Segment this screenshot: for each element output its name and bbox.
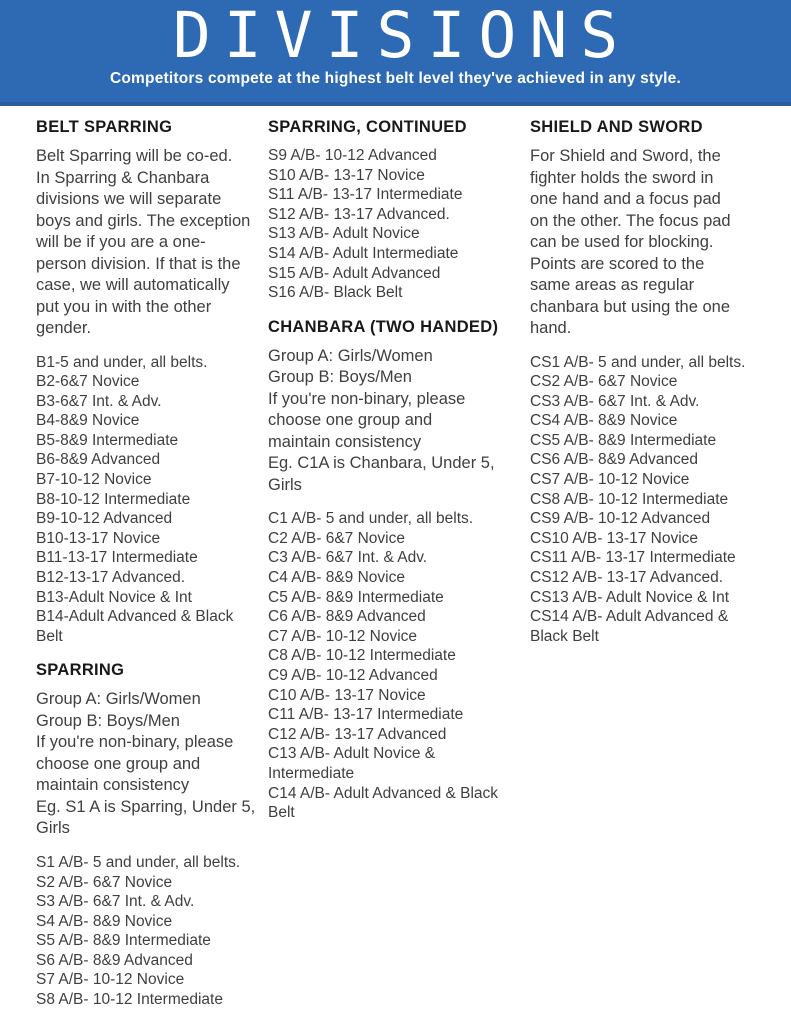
division-item: S4 A/B- 8&9 Novice	[36, 912, 173, 930]
section-heading: BELT SPARRING	[36, 118, 173, 136]
division-item: S15 A/B- Adult Advanced	[268, 264, 441, 282]
division-item: S7 A/B- 10-12 Novice	[36, 971, 185, 989]
division-item: CS10 A/B- 13-17 Novice	[530, 529, 699, 547]
section-heading: SPARRING	[36, 661, 125, 680]
text-line: fighter holds the sword in	[530, 168, 714, 187]
section	[268, 118, 519, 303]
division-list	[36, 353, 257, 647]
division-item: C14 A/B- Adult Advanced & Black Belt	[268, 784, 499, 822]
division-list	[268, 509, 519, 823]
text-line: one hand and a focus pad	[530, 190, 721, 208]
text-line: gender.	[36, 319, 92, 337]
division-item: CS5 A/B- 8&9 Intermediate	[530, 431, 717, 449]
division-list	[268, 146, 519, 303]
division-item: S3 A/B- 6&7 Int. & Adv.	[36, 893, 195, 911]
division-item: B4-8&9 Novice	[36, 412, 140, 430]
division-item: S9 A/B- 10-12 Advanced	[268, 147, 437, 164]
content-columns	[0, 106, 791, 1025]
division-item: S1 A/B- 5 and under, all belts.	[36, 853, 241, 871]
text-line: Belt Sparring will be co-ed.	[36, 147, 233, 165]
division-item: CS9 A/B- 10-12 Advanced	[530, 510, 711, 528]
page-subtitle: Competitors compete at the highest belt level they've achieved in any style.	[109, 70, 682, 87]
text-line: on the other. The focus pad	[530, 211, 731, 230]
division-item: S16 A/B- Black Belt	[268, 284, 403, 302]
division-item: CS2 A/B- 6&7 Novice	[530, 373, 678, 391]
text-line: choose one group and	[36, 754, 201, 773]
division-item: C2 A/B- 6&7 Novice	[268, 529, 405, 547]
text-line: Girls	[36, 819, 70, 838]
division-item: B2-6&7 Novice	[36, 373, 140, 391]
text-line: choose one group and	[268, 411, 433, 430]
section-heading: SHIELD AND SWORD	[530, 118, 703, 136]
division-item: C13 A/B- Adult Novice & Intermediate	[268, 745, 436, 782]
division-item: S10 A/B- 13-17 Novice	[268, 166, 425, 184]
paragraph	[36, 689, 257, 840]
section	[36, 118, 257, 646]
division-item: S13 A/B- Adult Novice	[268, 225, 420, 243]
division-item: CS14 A/B- Adult Advanced & Black Belt	[530, 608, 729, 645]
section	[268, 318, 519, 823]
division-item: C4 A/B- 8&9 Novice	[268, 569, 405, 587]
division-item: C9 A/B- 10-12 Advanced	[268, 667, 438, 684]
division-item: S14 A/B- Adult Intermediate	[268, 244, 459, 262]
division-item: B3-6&7 Int. & Adv.	[36, 392, 162, 410]
text-line: same areas as regular	[530, 276, 695, 294]
division-item: S6 A/B- 8&9 Advanced	[36, 951, 193, 969]
text-line: In Sparring & Chanbara	[36, 168, 210, 187]
division-item: CS3 A/B- 6&7 Int. & Adv.	[530, 392, 700, 410]
text-line: Group A: Girls/Women	[36, 690, 201, 709]
division-item: C6 A/B- 8&9 Advanced	[268, 608, 426, 626]
paragraph	[530, 146, 767, 340]
section-heading: CHANBARA (TWO HANDED)	[268, 317, 499, 336]
text-line: maintain consistency	[268, 432, 422, 451]
division-item: S12 A/B- 13-17 Advanced.	[268, 205, 450, 223]
division-item: S11 A/B- 13-17 Intermediate	[268, 186, 463, 204]
division-item: CS4 A/B- 8&9 Novice	[530, 412, 678, 430]
division-item: B5-8&9 Intermediate	[36, 431, 179, 449]
division-item: B8-10-12 Intermediate	[36, 490, 191, 508]
text-line: Eg. S1 A is Sparring, Under 5,	[36, 797, 256, 816]
division-list	[36, 853, 257, 1010]
division-item: CS7 A/B- 10-12 Novice	[530, 471, 690, 489]
division-item: C10 A/B- 13-17 Novice	[268, 686, 426, 704]
division-item: B14-Adult Advanced & Black Belt	[36, 608, 234, 645]
division-item: CS12 A/B- 13-17 Advanced.	[530, 569, 724, 587]
division-item: CS11 A/B- 13-17 Intermediate	[530, 549, 736, 567]
division-item: B6-8&9 Advanced	[36, 451, 161, 469]
text-line: For Shield and Sword, the	[530, 147, 721, 165]
text-line: case, we will automatically	[36, 276, 230, 294]
section	[36, 661, 257, 1009]
division-list	[530, 353, 767, 647]
text-line: Group B: Boys/Men	[268, 368, 412, 387]
text-line: will be if you are a one-	[36, 233, 206, 251]
division-item: CS8 A/B- 10-12 Intermediate	[530, 490, 729, 508]
text-line: Girls	[268, 475, 302, 494]
text-line: chanbara but using the one	[530, 297, 730, 316]
text-line: If you're non-binary, please	[36, 733, 234, 752]
text-line: maintain consistency	[36, 776, 190, 795]
text-line: If you're non-binary, please	[268, 389, 466, 408]
division-item: B9-10-12 Advanced	[36, 510, 173, 528]
text-line: Points are scored to the	[530, 254, 705, 273]
text-line: divisions we will separate	[36, 190, 222, 208]
division-item: C3 A/B- 6&7 Int. & Adv.	[268, 549, 428, 567]
text-line: Eg. C1A is Chanbara, Under 5,	[268, 454, 495, 473]
text-line: boys and girls. The exception	[36, 211, 251, 230]
page-title: DIVISIONS	[172, 0, 632, 72]
text-line: Group A: Girls/Women	[268, 346, 433, 365]
division-item: B11-13-17 Intermediate	[36, 549, 198, 567]
division-item: CS1 A/B- 5 and under, all belts.	[530, 353, 746, 371]
division-item: B10-13-17 Novice	[36, 529, 161, 547]
paragraph	[36, 146, 257, 340]
division-item: S2 A/B- 6&7 Novice	[36, 873, 173, 891]
division-item: CS6 A/B- 8&9 Advanced	[530, 451, 699, 469]
division-item: C1 A/B- 5 and under, all belts.	[268, 510, 474, 528]
division-item: C8 A/B- 10-12 Intermediate	[268, 647, 456, 665]
division-item: B1-5 and under, all belts.	[36, 353, 208, 371]
text-line: Group B: Boys/Men	[36, 711, 180, 730]
division-item: B12-13-17 Advanced.	[36, 569, 186, 587]
division-item: S8 A/B- 10-12 Intermediate	[36, 991, 223, 1009]
column-2	[268, 118, 519, 1025]
column-3	[530, 118, 767, 1025]
division-item: B13-Adult Novice & Int	[36, 588, 192, 606]
text-line: put you in with the other	[36, 297, 212, 316]
paragraph	[268, 346, 519, 497]
section-heading: SPARRING, CONTINUED	[268, 118, 467, 136]
text-line: person division. If that is the	[36, 254, 241, 273]
division-item: B7-10-12 Novice	[36, 471, 152, 489]
division-item: S5 A/B- 8&9 Intermediate	[36, 932, 211, 950]
division-item: C12 A/B- 13-17 Advanced	[268, 725, 447, 743]
division-item: C7 A/B- 10-12 Novice	[268, 627, 418, 645]
division-item: CS13 A/B- Adult Novice & Int	[530, 588, 730, 606]
text-line: can be used for blocking.	[530, 233, 714, 251]
text-line: hand.	[530, 319, 572, 337]
division-item: C5 A/B- 8&9 Intermediate	[268, 588, 444, 606]
column-1	[36, 118, 257, 1025]
page-header	[0, 0, 791, 106]
section	[530, 118, 767, 646]
division-item: C11 A/B- 13-17 Intermediate	[268, 706, 464, 724]
